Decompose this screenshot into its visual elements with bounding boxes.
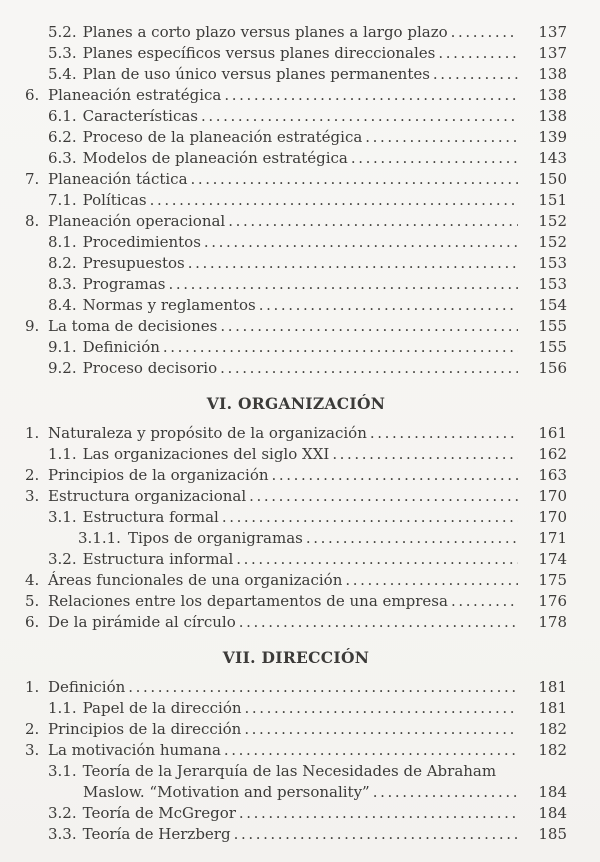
toc-entry	[25, 698, 567, 719]
dot-leader	[201, 106, 518, 127]
entry-number: 9.1.	[48, 338, 77, 356]
entry-label: La toma de decisiones	[48, 317, 218, 335]
toc-entry	[25, 22, 567, 43]
entry-label: Tipos de organigramas	[127, 529, 303, 547]
toc-entry	[25, 169, 567, 190]
section-entries	[25, 423, 567, 633]
dot-leader	[451, 591, 518, 612]
dot-leader	[220, 316, 518, 337]
entry-number: 3.2.	[48, 804, 77, 822]
entry-label: Normas y reglamentos	[82, 296, 256, 314]
toc-entry	[25, 423, 567, 444]
dot-leader	[239, 803, 518, 824]
toc-entry	[25, 274, 567, 295]
entry-number: 6.	[25, 613, 40, 631]
entry-label: Principios de la organización	[48, 466, 269, 484]
toc-entry	[25, 528, 567, 549]
dot-leader	[373, 782, 518, 803]
entry-page-number: 155	[538, 338, 567, 356]
dot-leader	[228, 211, 518, 232]
entry-page-number: 178	[538, 613, 567, 631]
entry-page-number: 175	[538, 571, 567, 589]
dot-leader	[451, 22, 518, 43]
entry-number: 6.1.	[48, 107, 77, 125]
entry-label: Planeación táctica	[48, 170, 188, 188]
toc-entry	[25, 211, 567, 232]
dot-leader	[345, 570, 518, 591]
section-heading: VII. DIRECCIÓN	[222, 648, 370, 667]
entry-label: Áreas funcionales de una organización	[48, 571, 343, 589]
entry-page-number: 171	[538, 529, 567, 547]
entry-label: Las organizaciones del siglo XXI	[82, 445, 330, 463]
dot-leader	[259, 295, 518, 316]
entry-label: Presupuestos	[82, 254, 185, 272]
entry-page-number: 161	[538, 424, 567, 442]
entry-label: Características	[82, 107, 198, 125]
toc-entry	[25, 486, 567, 507]
toc-entry	[25, 337, 567, 358]
dot-leader	[222, 507, 518, 528]
entry-page-number: 152	[538, 233, 567, 251]
entry-number: 8.4.	[48, 296, 77, 314]
toc-entry	[25, 761, 567, 782]
dot-leader	[438, 43, 518, 64]
entry-page-number: 182	[538, 741, 567, 759]
toc-entry	[25, 85, 567, 106]
entry-number: 8.3.	[48, 275, 77, 293]
entry-number: 3.1.	[48, 508, 77, 526]
entry-label: De la pirámide al círculo	[48, 613, 236, 631]
dot-leader	[332, 444, 518, 465]
entry-page-number: 153	[538, 275, 567, 293]
dot-leader	[204, 232, 518, 253]
entry-label: Estructura formal	[82, 508, 219, 526]
entry-number: 3.1.1.	[78, 529, 121, 547]
entry-label: Proceso de la planeación estratégica	[82, 128, 363, 146]
entry-number: 6.2.	[48, 128, 77, 146]
toc-entry	[25, 64, 567, 85]
entry-number: 1.	[25, 424, 40, 442]
dot-leader	[234, 824, 518, 845]
entry-label: Definición	[82, 338, 160, 356]
entry-page-number: 143	[538, 149, 567, 167]
entry-page-number: 184	[538, 804, 567, 822]
entry-number: 2.	[25, 466, 40, 484]
toc-entry	[25, 444, 567, 465]
entry-label: Definición	[48, 678, 126, 696]
dot-leader	[128, 677, 518, 698]
dot-leader	[236, 549, 518, 570]
entry-page-number: 182	[538, 720, 567, 738]
entry-page-number: 184	[538, 783, 567, 801]
entry-number: 8.	[25, 212, 40, 230]
dot-leader	[239, 612, 518, 633]
entry-label: Papel de la dirección	[82, 699, 242, 717]
dot-leader	[244, 719, 518, 740]
entry-number: 5.4.	[48, 65, 77, 83]
dot-leader	[351, 148, 518, 169]
toc-entry	[25, 803, 567, 824]
entry-label: Teoría de la Jerarquía de las Necesidades de Abraham	[82, 762, 497, 780]
dot-leader	[365, 127, 518, 148]
dot-leader	[370, 423, 518, 444]
entry-number: 6.	[25, 86, 40, 104]
toc-entry	[25, 106, 567, 127]
dot-leader	[433, 64, 518, 85]
entry-number: 8.2.	[48, 254, 77, 272]
entry-label: Planeación operacional	[48, 212, 226, 230]
entry-number: 7.	[25, 170, 40, 188]
entry-number: 4.	[25, 571, 40, 589]
toc-entry	[25, 316, 567, 337]
entry-label: Maslow. “Motivation and personality”	[83, 783, 370, 801]
entry-number: 9.2.	[48, 359, 77, 377]
entry-label: Estructura organizacional	[48, 487, 247, 505]
dot-leader	[249, 486, 518, 507]
toc-entry	[25, 148, 567, 169]
entry-number: 3.1.	[48, 762, 77, 780]
entry-label: La motivación humana	[48, 741, 221, 759]
toc-section	[25, 647, 567, 845]
dot-leader	[150, 190, 518, 211]
entry-page-number: 162	[538, 445, 567, 463]
toc-entry	[25, 295, 567, 316]
toc-entry	[25, 465, 567, 486]
entry-page-number: 137	[538, 44, 567, 62]
entry-label: Naturaleza y propósito de la organización	[48, 424, 367, 442]
entry-label: Estructura informal	[82, 550, 234, 568]
entry-page-number: 170	[538, 487, 567, 505]
entry-page-number: 137	[538, 23, 567, 41]
entry-number: 7.1.	[48, 191, 77, 209]
toc-section	[25, 22, 567, 379]
dot-leader	[224, 85, 518, 106]
entry-number: 5.2.	[48, 23, 77, 41]
entry-label: Teoría de Herzberg	[82, 825, 231, 843]
entry-number: 2.	[25, 720, 40, 738]
section-entries	[25, 677, 567, 845]
toc-entry	[25, 549, 567, 570]
entry-label: Planes específicos versus planes direccionales	[82, 44, 436, 62]
entry-number: 3.	[25, 741, 40, 759]
toc-entry	[25, 612, 567, 633]
entry-number: 1.	[25, 678, 40, 696]
entry-label: Proceso decisorio	[82, 359, 218, 377]
dot-leader	[245, 698, 518, 719]
entry-number: 8.1.	[48, 233, 77, 251]
toc-entry	[25, 232, 567, 253]
entry-page-number: 163	[538, 466, 567, 484]
toc-entry	[25, 782, 567, 803]
dot-leader	[306, 528, 518, 549]
entry-page-number: 150	[538, 170, 567, 188]
entry-page-number: 151	[538, 191, 567, 209]
dot-leader	[163, 337, 518, 358]
entry-label: Procedimientos	[82, 233, 201, 251]
entry-page-number: 156	[538, 359, 567, 377]
toc-entry	[25, 190, 567, 211]
dot-leader	[169, 274, 519, 295]
dot-leader	[272, 465, 518, 486]
dot-leader	[224, 740, 518, 761]
toc-entry	[25, 591, 567, 612]
entry-page-number: 170	[538, 508, 567, 526]
entry-number: 3.2.	[48, 550, 77, 568]
entry-page-number: 139	[538, 128, 567, 146]
entry-page-number: 181	[538, 678, 567, 696]
entry-page-number: 176	[538, 592, 567, 610]
entry-page-number: 155	[538, 317, 567, 335]
entry-label: Modelos de planeación estratégica	[82, 149, 348, 167]
toc-entry	[25, 719, 567, 740]
section-entries	[25, 22, 567, 379]
entry-number: 5.3.	[48, 44, 77, 62]
entry-number: 3.3.	[48, 825, 77, 843]
toc-entry	[25, 740, 567, 761]
entry-page-number: 174	[538, 550, 567, 568]
entry-number: 9.	[25, 317, 40, 335]
dot-leader	[188, 253, 518, 274]
toc-entry	[25, 570, 567, 591]
toc-entry	[25, 127, 567, 148]
dot-leader	[220, 358, 518, 379]
entry-page-number: 138	[538, 86, 567, 104]
entry-label: Plan de uso único versus planes permanentes	[82, 65, 430, 83]
entry-label: Teoría de McGregor	[82, 804, 236, 822]
toc-entry	[25, 677, 567, 698]
entry-label: Planes a corto plazo versus planes a largo plazo	[82, 23, 448, 41]
entry-number: 5.	[25, 592, 40, 610]
toc-entry	[25, 253, 567, 274]
entry-label: Relaciones entre los departamentos de una empresa	[48, 592, 448, 610]
entry-page-number: 138	[538, 65, 567, 83]
entry-page-number: 181	[538, 699, 567, 717]
entry-page-number: 152	[538, 212, 567, 230]
toc-section	[25, 393, 567, 633]
entry-number: 1.1.	[48, 699, 77, 717]
entry-label: Principios de la dirección	[48, 720, 242, 738]
entry-number: 6.3.	[48, 149, 77, 167]
entry-number: 3.	[25, 487, 40, 505]
entry-label: Programas	[82, 275, 166, 293]
entry-number: 1.1.	[48, 445, 77, 463]
toc-entry	[25, 43, 567, 64]
entry-page-number: 138	[538, 107, 567, 125]
dot-leader	[191, 169, 518, 190]
toc-entry	[25, 507, 567, 528]
entry-label: Políticas	[82, 191, 147, 209]
toc-entry	[25, 824, 567, 845]
entry-page-number: 153	[538, 254, 567, 272]
toc-entry	[25, 358, 567, 379]
entry-page-number: 154	[538, 296, 567, 314]
entry-label: Planeación estratégica	[48, 86, 222, 104]
section-heading: VI. ORGANIZACIÓN	[206, 394, 386, 413]
entry-page-number: 185	[538, 825, 567, 843]
